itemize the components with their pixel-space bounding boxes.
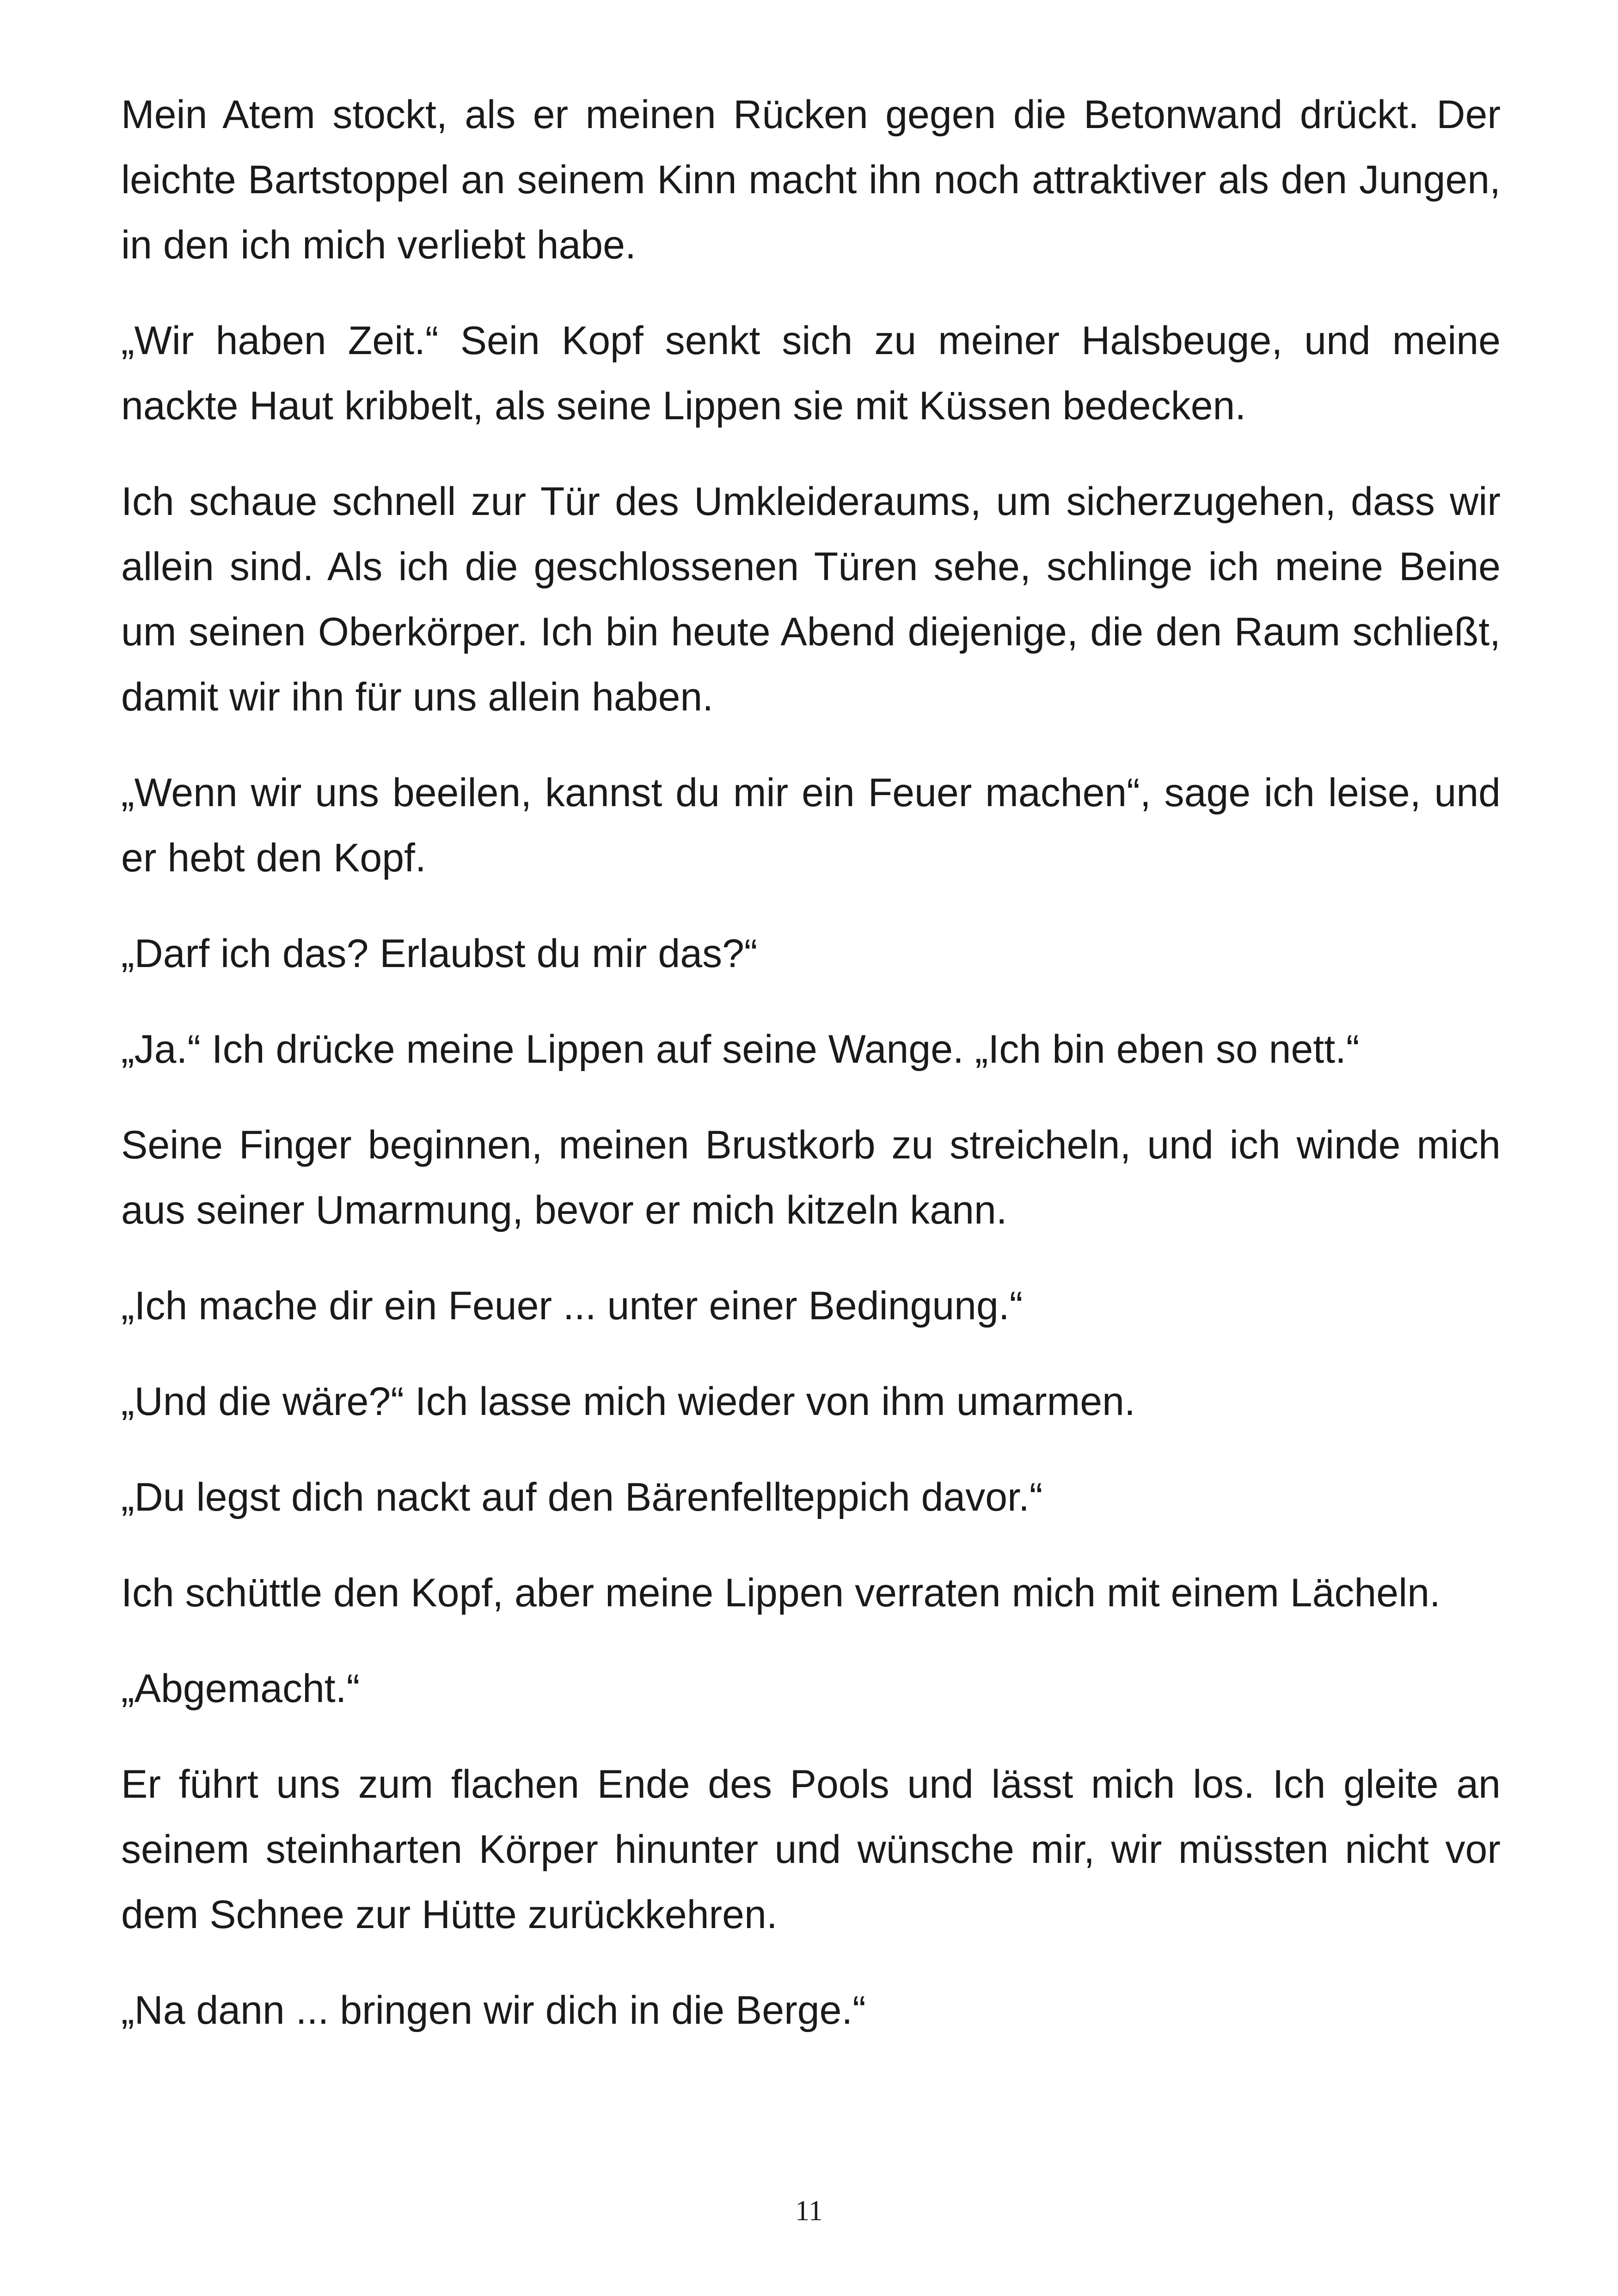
paragraph-11: Ich schüttle den Kopf, aber meine Lippen verraten mich mit einem Lächeln.	[121, 1571, 1440, 1615]
paragraph-4: „Wenn wir uns beeilen, kannst du mir ein Feuer machen“, sage ich leise, und er hebt den Kopf.	[121, 771, 1501, 880]
paragraph-9: „Und die wäre?“ Ich lasse mich wieder von ihm umarmen.	[121, 1379, 1135, 1424]
paragraph-1: Mein Atem stockt, als er meinen Rücken gegen die Betonwand drückt. Der leichte Bartstoppel an seinem Kinn macht ihn noch attraktiver als den Jungen, in den ich mich verliebt habe.	[121, 92, 1501, 267]
paragraph-6: „Ja.“ Ich drücke meine Lippen auf seine Wange. „Ich bin eben so nett.“	[121, 1027, 1360, 1071]
paragraph-10: „Du legst dich nackt auf den Bärenfellteppich davor.“	[121, 1475, 1043, 1519]
paragraph-13: Er führt uns zum flachen Ende des Pools und lässt mich los. Ich gleite an seinem steinharten Körper hinunter und wünsche mir, wir müssten nicht vor dem Schnee zur Hütte zurückkehren.	[121, 1762, 1501, 1937]
paragraph-8: „Ich mache dir ein Feuer ... unter einer Bedingung.“	[121, 1284, 1023, 1328]
paragraph-5: „Darf ich das? Erlaubst du mir das?“	[121, 931, 758, 976]
paragraph-2: „Wir haben Zeit.“ Sein Kopf senkt sich zu meiner Halsbeuge, und meine nackte Haut kribbelt, als seine Lippen sie mit Küssen bedecken.	[121, 318, 1501, 428]
paragraph-14: „Na dann ... bringen wir dich in die Berge.“	[121, 1988, 866, 2033]
paragraph-7: Seine Finger beginnen, meinen Brustkorb zu streicheln, und ich winde mich aus seiner Umarmung, bevor er mich kitzeln kann.	[121, 1123, 1501, 1232]
paragraph-3: Ich schaue schnell zur Tür des Umkleideraums, um sicherzugehen, dass wir allein sind. Als ich die geschlossenen Türen sehe, schlinge ich meine Beine um seinen Oberkörper. Ich bin heute Abend diejenige, die den Raum schließt, damit wir ihn für uns allein haben.	[121, 479, 1501, 719]
paragraph-12: „Abgemacht.“	[121, 1666, 360, 1711]
page-number: 11	[795, 2195, 823, 2227]
body-text	[121, 82, 1501, 2074]
